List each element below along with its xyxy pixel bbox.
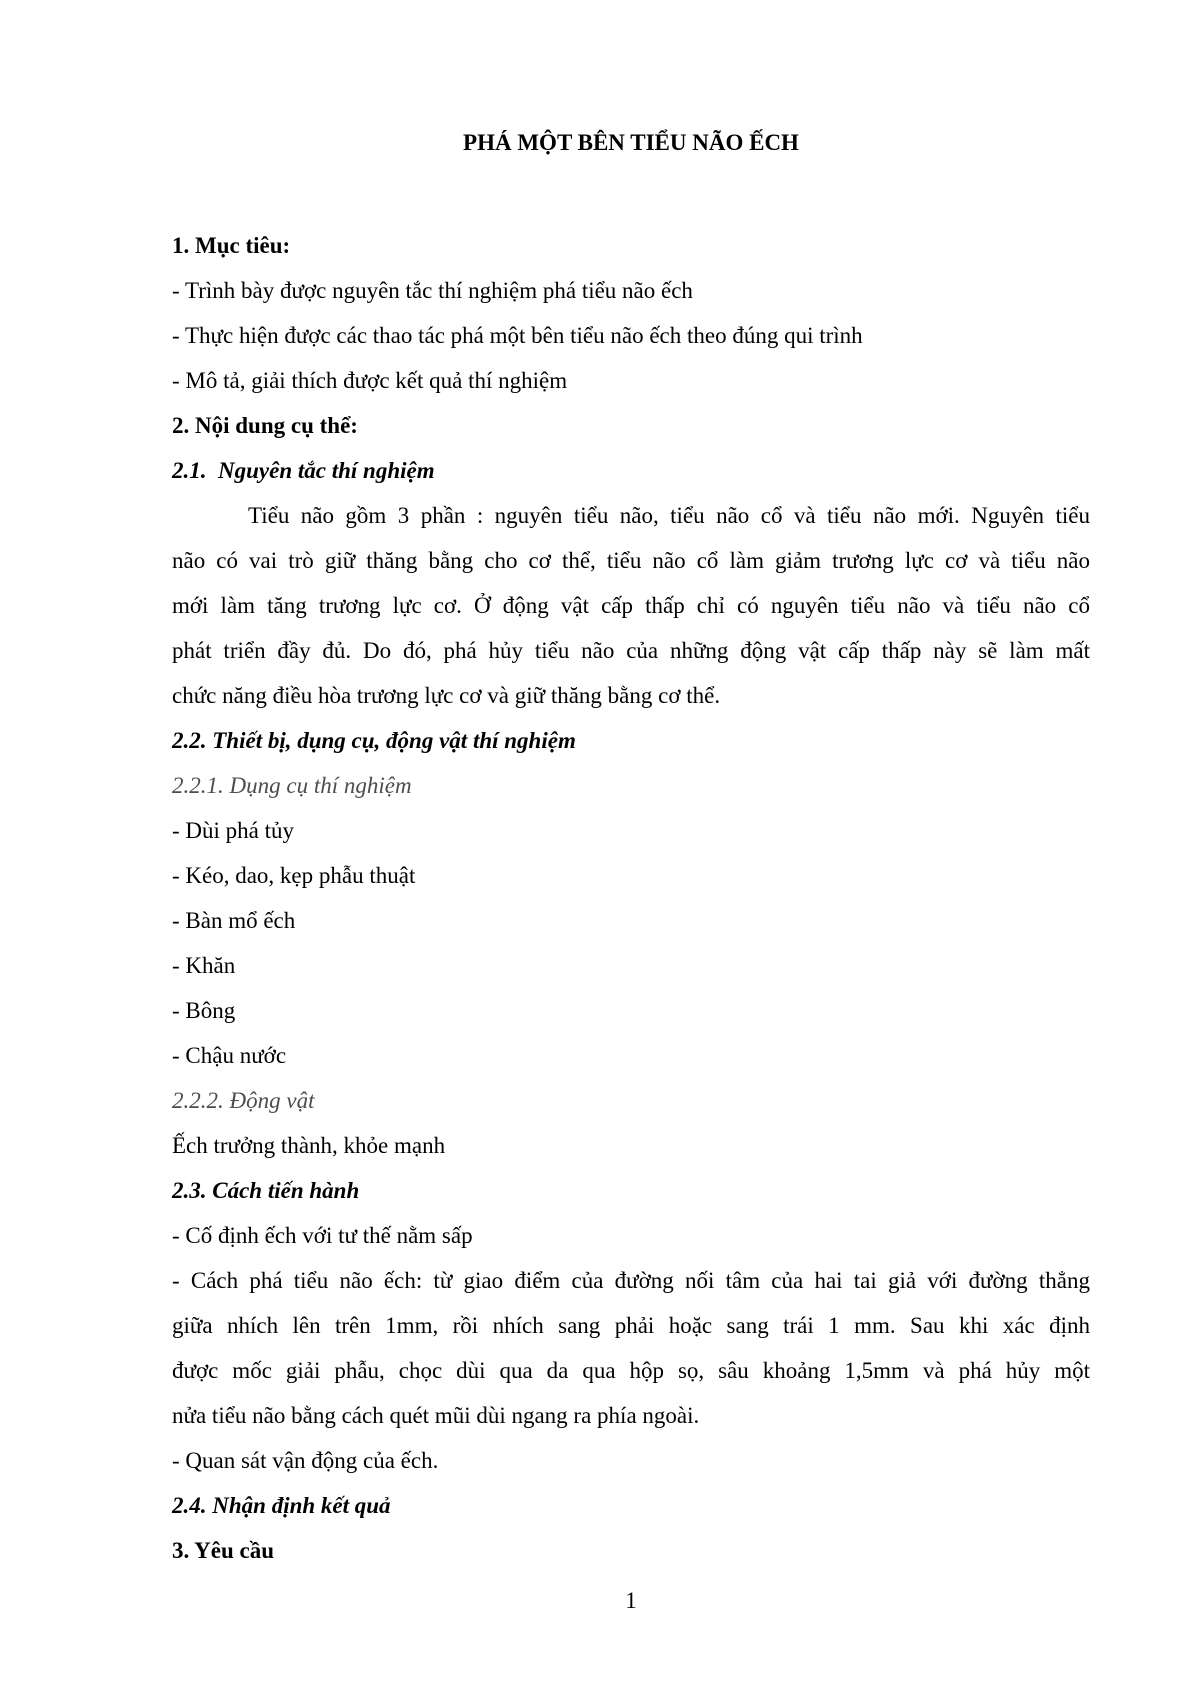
tool-item: - Bông xyxy=(172,998,236,1023)
document-title: PHÁ MỘT BÊN TIỂU NÃO ẾCH xyxy=(463,130,799,155)
procedure-step-line: - Cách phá tiểu não ếch: từ giao điểm của đường nối tâm của hai tai giả với đường thẳng xyxy=(172,1268,1090,1293)
tool-item: - Kéo, dao, kẹp phẫu thuật xyxy=(172,863,416,888)
procedure-step-line: nửa tiểu não bằng cách quét mũi dùi ngang ra phía ngoài. xyxy=(172,1403,700,1428)
objective-item: - Mô tả, giải thích được kết quả thí nghiệm xyxy=(172,368,568,393)
subsection-heading-principle: 2.1. Nguyên tắc thí nghiệm xyxy=(172,458,435,483)
procedure-step-line: được mốc giải phẫu, chọc dùi qua da qua hộp sọ, sâu khoảng 1,5mm và phá hủy một xyxy=(172,1358,1090,1383)
tool-item: - Khăn xyxy=(172,953,236,978)
procedure-step: - Cố định ếch với tư thế nằm sấp xyxy=(172,1223,473,1248)
subsection-heading-results: 2.4. Nhận định kết quả xyxy=(172,1493,391,1518)
objective-item: - Thực hiện được các thao tác phá một bên tiểu não ếch theo đúng qui trình xyxy=(172,323,863,348)
principle-paragraph-line: Tiểu não gồm 3 phần : nguyên tiểu não, tiểu não cổ và tiểu não mới. Nguyên tiểu xyxy=(248,503,1090,528)
tool-item: - Bàn mổ ếch xyxy=(172,908,296,933)
subsubsection-heading-animals: 2.2.2. Động vật xyxy=(172,1088,315,1113)
subsection-heading-equipment: 2.2. Thiết bị, dụng cụ, động vật thí nghiệm xyxy=(172,728,576,753)
principle-paragraph-line: não có vai trò giữ thăng bằng cho cơ thể, tiểu não cổ làm giảm trương lực cơ và tiểu não xyxy=(172,548,1090,573)
tool-item: - Chậu nước xyxy=(172,1043,287,1068)
principle-paragraph-line: mới làm tăng trương lực cơ. Ở động vật cấp thấp chỉ có nguyên tiểu não và tiểu não cổ xyxy=(172,593,1090,618)
page-number: 1 xyxy=(625,1588,637,1613)
animals-text: Ếch trưởng thành, khỏe mạnh xyxy=(172,1133,446,1158)
procedure-step: - Quan sát vận động của ếch. xyxy=(172,1448,439,1473)
subsection-heading-procedure: 2.3. Cách tiến hành xyxy=(172,1178,360,1203)
section-heading-objectives: 1. Mục tiêu: xyxy=(172,233,291,258)
section-heading-content: 2. Nội dung cụ thể: xyxy=(172,413,358,438)
document-body xyxy=(172,223,1090,1573)
objective-item: - Trình bày được nguyên tắc thí nghiệm phá tiểu não ếch xyxy=(172,278,693,303)
principle-paragraph-line: phát triển đầy đủ. Do đó, phá hủy tiểu não của những động vật cấp thấp này sẽ làm mất xyxy=(172,638,1090,663)
subsubsection-heading-tools: 2.2.1. Dụng cụ thí nghiệm xyxy=(172,773,412,798)
principle-paragraph-line: chức năng điều hòa trương lực cơ và giữ thăng bằng cơ thể. xyxy=(172,683,721,708)
section-heading-requirements: 3. Yêu cầu xyxy=(172,1538,275,1563)
procedure-step-line: giữa nhích lên trên 1mm, rồi nhích sang phải hoặc sang trái 1 mm. Sau khi xác định xyxy=(172,1313,1090,1338)
tool-item: - Dùi phá tủy xyxy=(172,818,295,843)
